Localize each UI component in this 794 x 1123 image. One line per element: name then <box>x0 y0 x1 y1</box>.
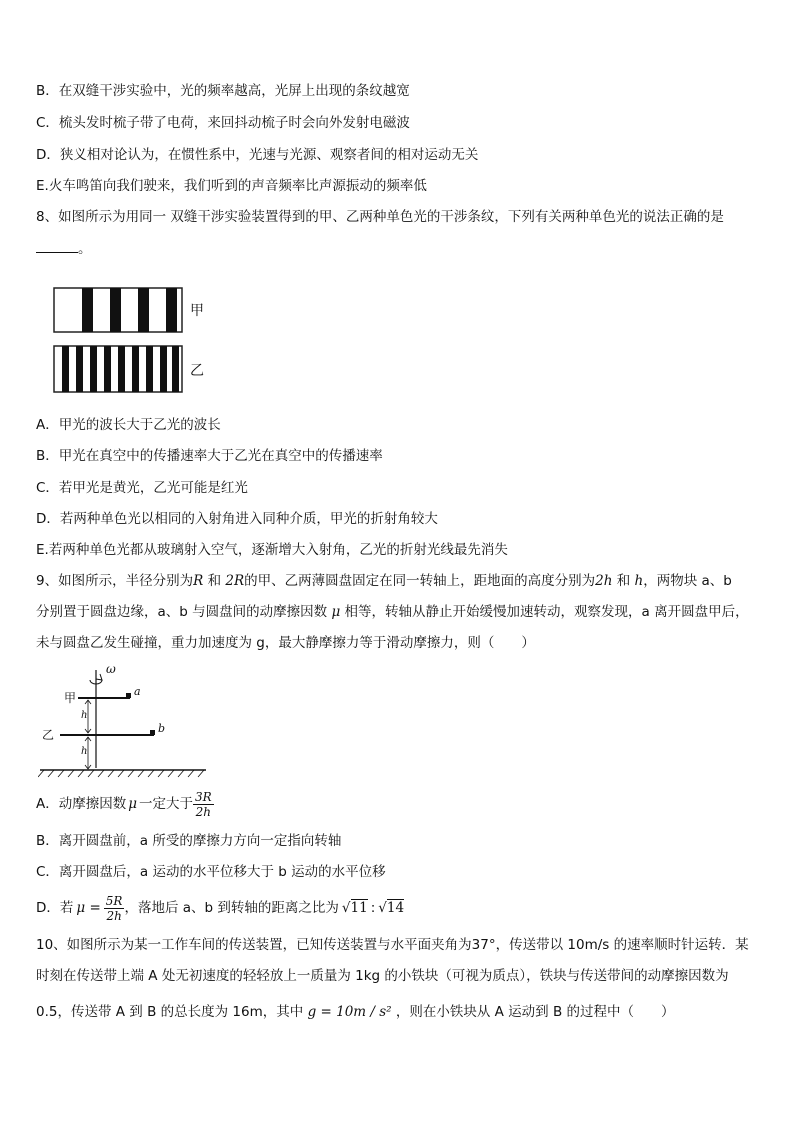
text: ，两物块 a、b <box>643 573 732 589</box>
q8-stem: 8、如图所示为用同一 双缝干涉实验装置得到的甲、乙两种单色光的干涉条纹，下列有关两种单色光的说法正确的是 <box>36 209 724 225</box>
text: A．动摩擦因数 <box>36 796 127 812</box>
g-value: g = 10m / s² <box>307 1004 392 1020</box>
var-2r: 2R <box>225 573 245 589</box>
block-b-label: b <box>158 722 166 735</box>
block-a-label: a <box>134 685 141 698</box>
q9-option-d <box>36 892 404 924</box>
text: 0.5，传送带 A 到 B 的总长度为 16m，其中 <box>36 1004 304 1020</box>
denominator: 2h <box>106 908 122 923</box>
var-mu: μ = <box>76 900 101 916</box>
text: 的甲、乙两薄圆盘固定在同一转轴上，距地面的高度分别为 <box>244 573 596 589</box>
text: 分别置于圆盘边缘，a、b 与圆盘间的动摩擦因数 <box>36 604 328 620</box>
text: 9、如图所示，半径分别为 <box>36 573 194 589</box>
var-h: h <box>634 573 644 589</box>
var-r: R <box>193 573 204 589</box>
interference-fringes-figure <box>52 286 232 396</box>
q9-option-a <box>36 788 214 820</box>
radicand: 11 <box>350 900 368 916</box>
fringes-yi <box>54 346 182 392</box>
omega-label: ω <box>106 662 116 676</box>
q9-option-c: C．离开圆盘后，a 运动的水平位移大于 b 运动的水平位移 <box>36 864 386 880</box>
q9-option-b: B．离开圆盘前，a 所受的摩擦力方向一定指向转轴 <box>36 833 342 849</box>
q8-option-d: D．若两种单色光以相同的入射角进入同种介质，甲光的折射角较大 <box>36 511 438 527</box>
denominator: 2h <box>195 804 212 819</box>
q9-stem-line3: 未与圆盘乙发生碰撞，重力加速度为 g，最大静摩擦力等于滑动摩擦力，则（ ） <box>36 635 535 651</box>
disc-jia-label: 甲 <box>64 691 77 705</box>
q8-option-b: B．甲光在真空中的传播速率大于乙光在真空中的传播速率 <box>36 448 383 464</box>
q10-stem-line3 <box>36 1003 675 1021</box>
disc-yi-label: 乙 <box>42 728 55 742</box>
fraction-5r-2h <box>104 894 125 923</box>
q9-stem-line2 <box>36 603 749 621</box>
fringes-jia <box>54 288 182 332</box>
text: 相等，转轴从静止开始缓慢加速转动，观察发现，a 离开圆盘甲后， <box>344 604 749 620</box>
var-mu: μ <box>128 796 138 812</box>
q8-option-c: C．若甲光是黄光，乙光可能是红光 <box>36 480 248 496</box>
fringes-svg <box>52 286 232 396</box>
q10-stem-line1: 10、如图所示为某一工作车间的传送装置，已知传送装置与水平面夹角为37°，传送带以 10m/s 的速率顺时针运转．某 <box>36 937 749 953</box>
radicand: 14 <box>386 900 405 916</box>
label-yi: 乙 <box>190 363 204 379</box>
q7-option-b: B．在双缝干涉实验中，光的频率越高，光屏上出现的条纹越宽 <box>36 83 410 99</box>
text: D．若 <box>36 900 74 916</box>
height-h-upper: h <box>81 710 88 721</box>
text: ，落地后 a、b 到转轴的距离之比为 <box>124 900 339 916</box>
discs-svg <box>38 662 208 778</box>
q7-option-c: C．梳头发时梳子带了电荷，来回抖动梳子时会向外发射电磁波 <box>36 115 410 131</box>
numerator: 5R <box>105 893 123 908</box>
q7-option-e: E.火车鸣笛向我们驶来，我们听到的声音频率比声源振动的频率低 <box>36 178 427 194</box>
sqrt-14: √14 <box>378 900 405 916</box>
text: ，则在小铁块从 A 运动到 B 的过程中（ ） <box>395 1004 675 1020</box>
text: 和 <box>207 573 222 589</box>
q7-option-d: D．狭义相对论认为，在惯性系中，光速与光源、观察者间的相对运动无关 <box>36 147 479 163</box>
var-mu: μ <box>331 604 341 620</box>
fraction-3r-2h <box>193 790 214 819</box>
text: 一定大于 <box>139 796 194 812</box>
sqrt-11: √11 <box>341 900 368 916</box>
q8-option-a: A．甲光的波长大于乙光的波长 <box>36 417 221 433</box>
ratio-sep: : <box>370 900 376 916</box>
text: 和 <box>616 573 631 589</box>
var-2h: 2h <box>595 573 613 589</box>
q8-stem-period: 。 <box>78 241 92 257</box>
numerator: 3R <box>195 789 212 804</box>
height-h-lower: h <box>81 746 88 757</box>
q9-stem-line1 <box>36 572 732 590</box>
rotating-discs-figure <box>38 662 208 778</box>
label-jia: 甲 <box>190 303 204 319</box>
q8-option-e: E.若两种单色光都从玻璃射入空气，逐渐增大入射角，乙光的折射光线最先消失 <box>36 542 508 558</box>
answer-blank <box>36 240 78 253</box>
q10-stem-line2: 时刻在传送带上端 A 处无初速度的轻轻放上一质量为 1kg 的小铁块（可视为质点），铁块与传送带间的动摩擦因数为 <box>36 968 729 984</box>
q8-stem-end <box>36 240 92 258</box>
